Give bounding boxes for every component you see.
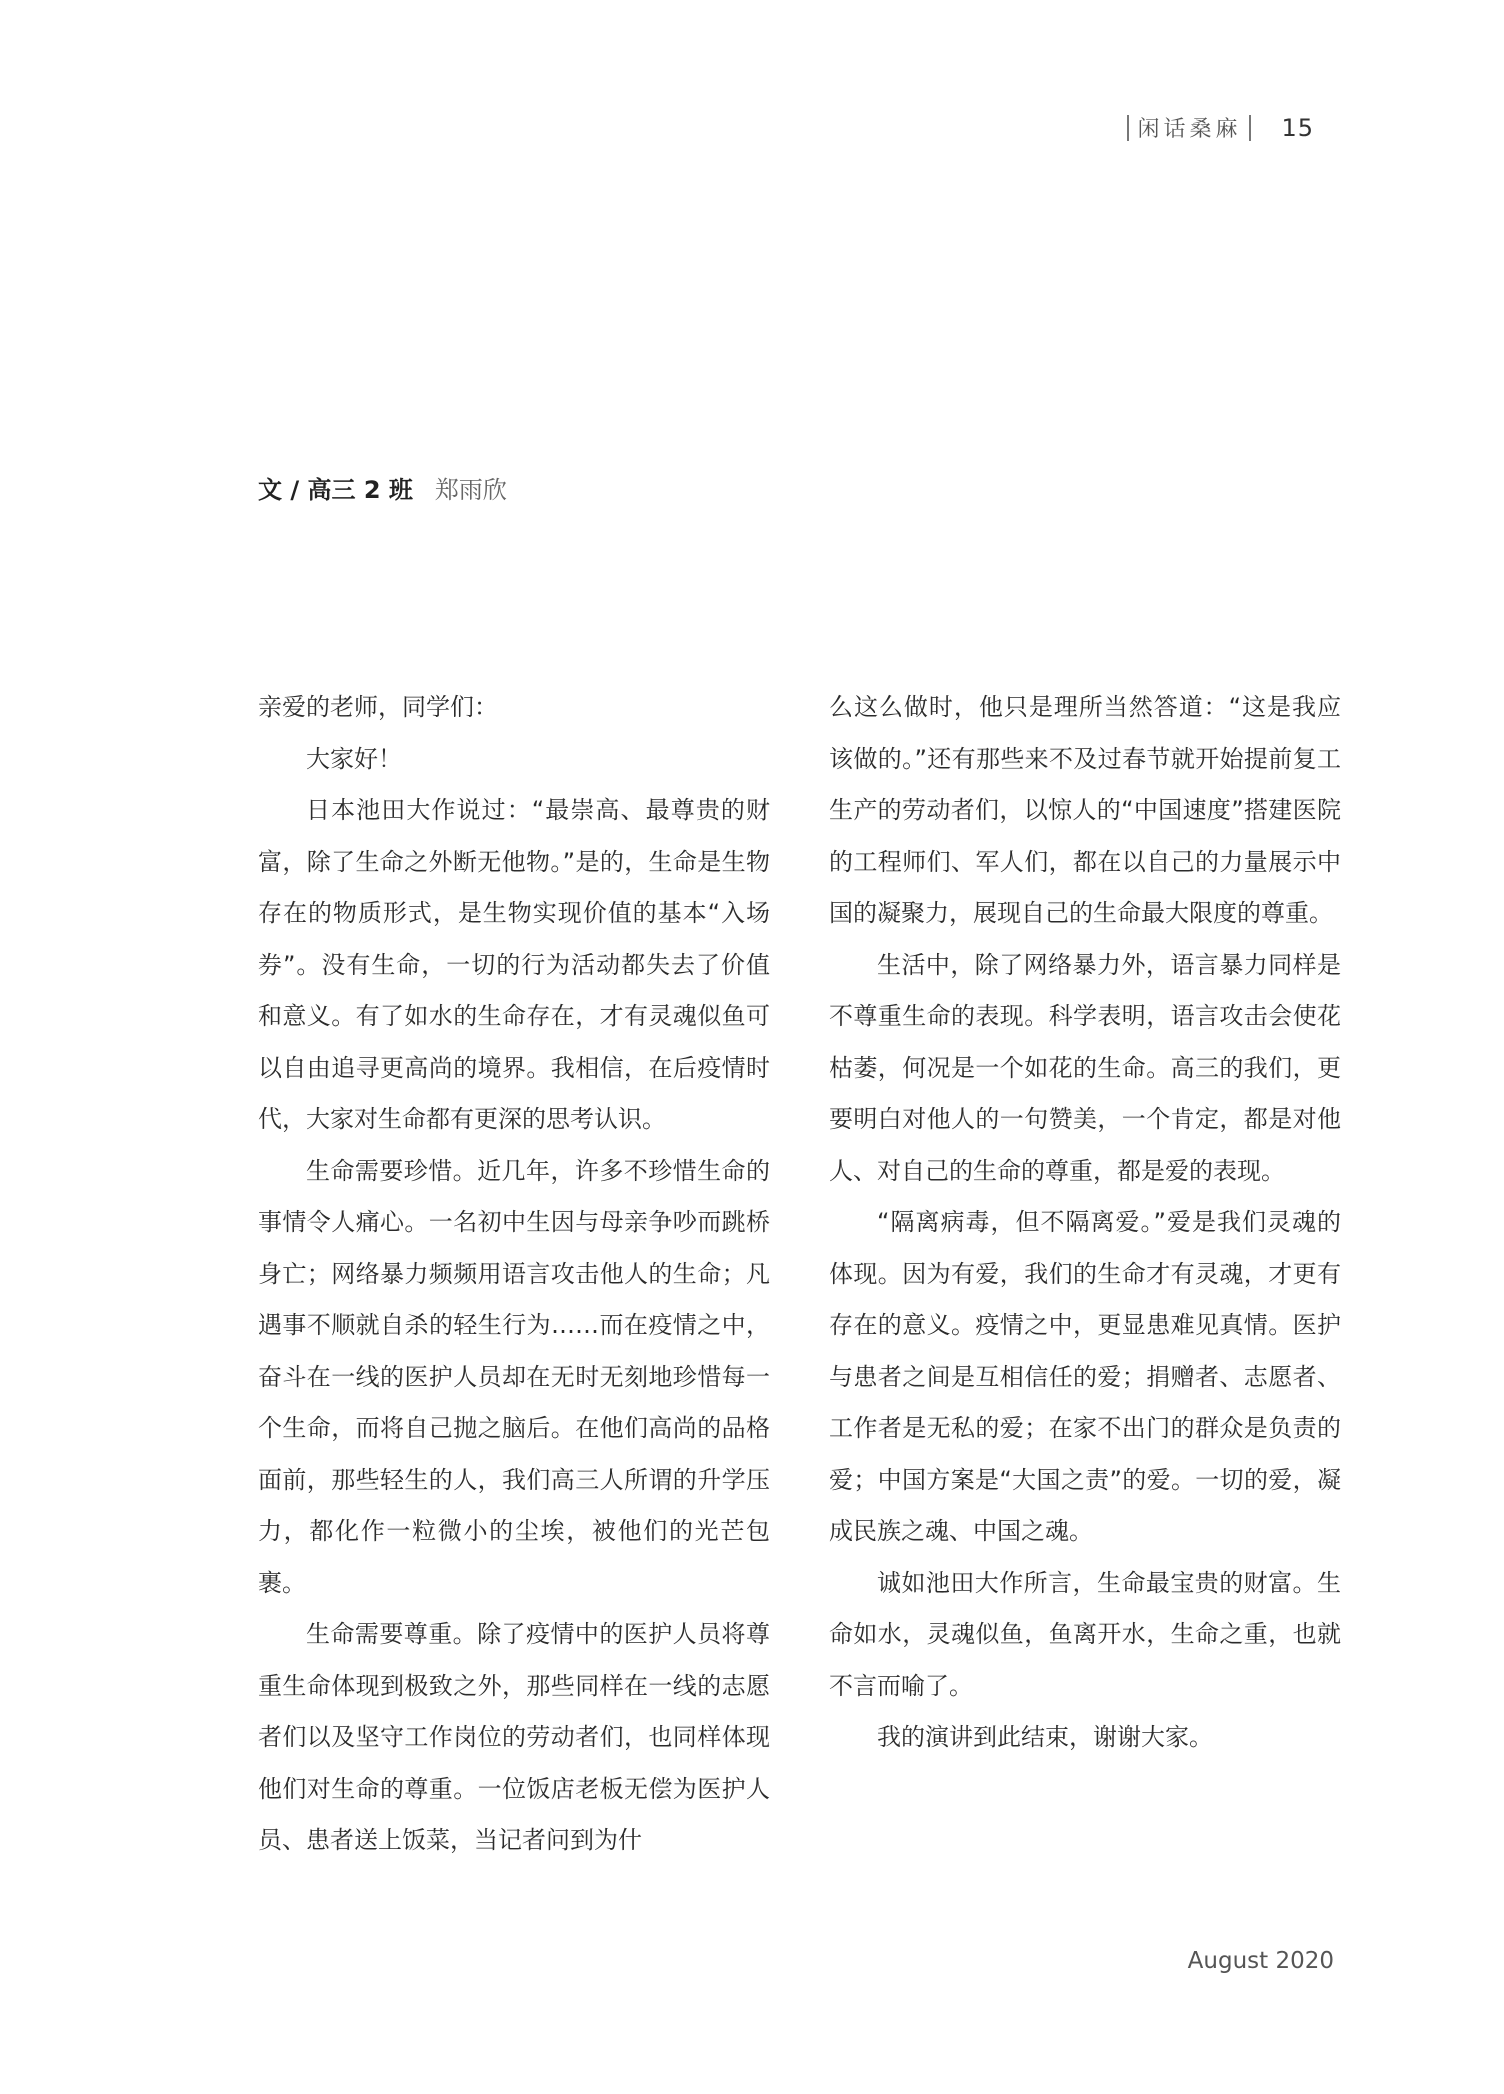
header-divider-right (1249, 115, 1251, 141)
left-column (258, 682, 770, 1867)
byline (258, 470, 507, 505)
page-number: 15 (1281, 113, 1314, 142)
paragraph: 日本池田大作说过：“最崇高、最尊贵的财富，除了生命之外断无他物。”是的，生命是生物存在的物质形式，是生物实现价值的基本“入场券”。没有生命，一切的行为活动都失去了价值和意义。有了如水的生命存在，才有灵魂似鱼可以自由追寻更高尚的境界。我相信，在后疫情时代，大家对生命都有更深的思考认识。 (258, 796, 770, 1133)
paragraph: 生活中，除了网络暴力外，语言暴力同样是不尊重生命的表现。科学表明，语言攻击会使花枯萎，何况是一个如花的生命。高三的我们，更要明白对他人的一句赞美，一个肯定，都是对他人、对自己的生命的尊重，都是爱的表现。 (829, 950, 1341, 1185)
paragraph: 诚如池田大作所言，生命最宝贵的财富。生命如水，灵魂似鱼，鱼离开水，生命之重，也就不言而喻了。 (829, 1568, 1341, 1700)
issue-date: August 2020 (1187, 1948, 1334, 1974)
paragraph: 大家好！ (306, 744, 402, 773)
right-column (829, 682, 1341, 1764)
paragraph: 生命需要珍惜。近几年，许多不珍惜生命的事情令人痛心。一名初中生因与母亲争吵而跳桥身亡；网络暴力频频用语言攻击他人的生命；凡遇事不顺就自杀的轻生行为……而在疫情之中，奋斗在一线的医护人员却在无时无刻地珍惜每一个生命，而将自己抛之脑后。在他们高尚的品格面前，那些轻生的人，我们高三人所谓的升学压力，都化作一粒微小的尘埃，被他们的光芒包裹。 (258, 1156, 770, 1597)
paragraph: 亲爱的老师，同学们： (258, 693, 498, 721)
author-name: 郑雨欣 (434, 476, 507, 504)
paragraph: 我的演讲到此结束，谢谢大家。 (877, 1723, 1213, 1751)
paragraph: “隔离病毒，但不隔离爱。”爱是我们灵魂的体现。因为有爱，我们的生命才有灵魂，才更有存在的意义。疫情之中，更显患难见真情。医护与患者之间是互相信任的爱；捐赠者、志愿者、工作者是无私的爱；在家不出门的群众是负责的爱；中国方案是“大国之责”的爱。一切的爱，凝成民族之魂、中国之魂。 (829, 1208, 1341, 1545)
running-header (1119, 112, 1314, 143)
paragraph: 么这么做时，他只是理所当然答道：“这是我应该做的。”还有那些来不及过春节就开始提前复工生产的劳动者们，以惊人的“中国速度”搭建医院的工程师们、军人们，都在以自己的力量展示中国的凝聚力，展现自己的生命最大限度的尊重。 (829, 693, 1341, 927)
byline-label: 文 / 高三 2 班 (258, 476, 413, 504)
header-divider-left (1127, 115, 1129, 141)
section-title: 闲话桑麻 (1137, 117, 1242, 142)
paragraph: 生命需要尊重。除了疫情中的医护人员将尊重生命体现到极致之外，那些同样在一线的志愿者们以及坚守工作岗位的劳动者们，也同样体现他们对生命的尊重。一位饭店老板无偿为医护人员、患者送上饭菜，当记者问到为什 (258, 1620, 770, 1854)
